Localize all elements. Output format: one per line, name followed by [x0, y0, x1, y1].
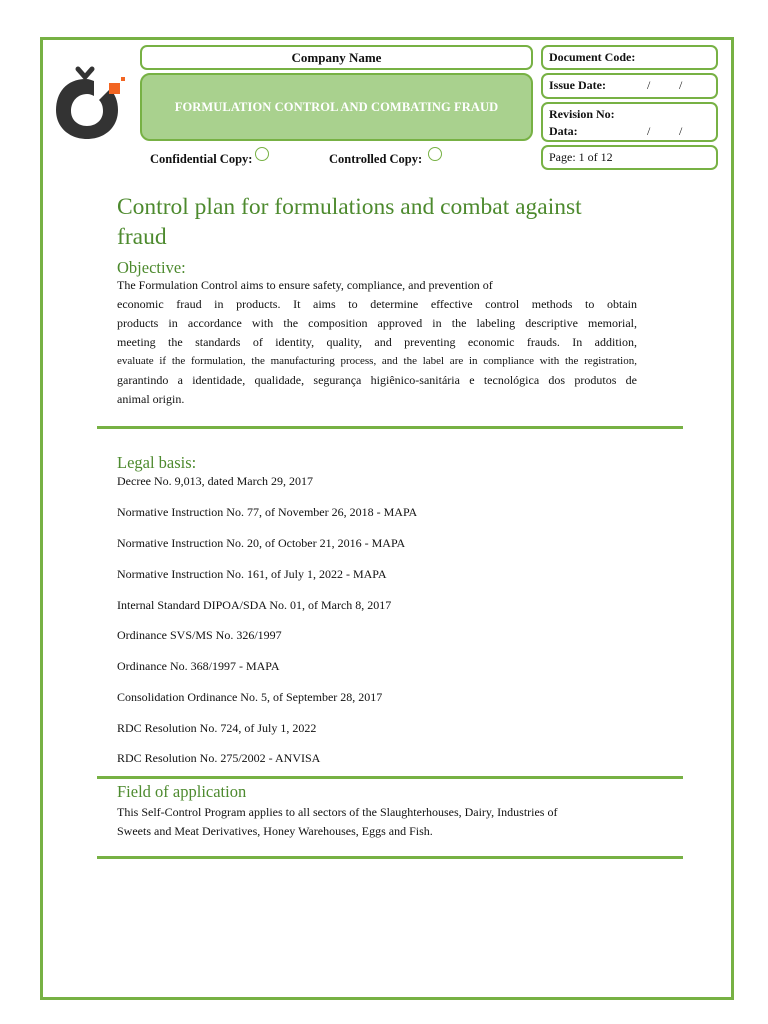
legal-basis-item: RDC Resolution No. 724, of July 1, 2022 — [117, 721, 317, 735]
legal-basis-item: RDC Resolution No. 275/2002 - ANVISA — [117, 751, 321, 765]
objective-heading: Objective: — [117, 258, 186, 277]
document-title-banner-text: FORMULATION CONTROL AND COMBATING FRAUD — [174, 100, 499, 114]
objective-line: products in accordance with the composition approved in the labeling descriptive memorial, — [117, 316, 637, 330]
section-divider — [97, 856, 683, 859]
confidential-copy — [150, 147, 269, 167]
objective-line: garantindo a identidade, qualidade, segurança higiênico-sanitária e tecnológica dos produtos de — [117, 373, 637, 387]
company-name: Company Name — [291, 50, 382, 65]
legal-basis-item: Consolidation Ordinance No. 5, of September 28, 2017 — [117, 690, 383, 704]
issue-date-separator-2: / — [679, 78, 683, 92]
issue-date-separator-1: / — [647, 78, 651, 92]
document-title-banner — [140, 73, 533, 141]
page-number: Page: 1 of 12 — [549, 150, 613, 164]
legal-basis-item: Decree No. 9,013, dated March 29, 2017 — [117, 474, 313, 488]
legal-basis-item: Ordinance SVS/MS No. 326/1997 — [117, 628, 282, 642]
issue-date-box — [541, 73, 718, 99]
confidential-copy-label: Confidential Copy: — [150, 152, 253, 166]
objective-line: evaluate if the formulation, the manufacturing process, and the label are in compliance with the registration, — [117, 355, 637, 367]
objective-line: animal origin. — [117, 392, 185, 406]
legal-basis-item: Normative Instruction No. 77, of November 26, 2018 - MAPA — [117, 505, 418, 519]
section-divider — [97, 426, 683, 429]
confidential-copy-radio[interactable] — [255, 147, 269, 161]
objective-paragraph — [117, 276, 637, 409]
objective-line: meeting the standards of identity, quality, and preventing economic frauds. In addition, — [117, 335, 637, 349]
objective-line: The Formulation Control aims to ensure safety, compliance, and prevention of — [117, 278, 493, 292]
revision-label: Revision No: — [549, 107, 615, 121]
issue-date-label: Issue Date: — [549, 78, 606, 92]
legal-basis-item: Ordinance No. 368/1997 - MAPA — [117, 659, 280, 673]
revision-date-separator-2: / — [679, 124, 683, 138]
controlled-copy-label: Controlled Copy: — [329, 152, 423, 166]
legal-basis-item: Normative Instruction No. 20, of October 21, 2016 - MAPA — [117, 536, 406, 550]
revision-date-separator-1: / — [647, 124, 651, 138]
section-divider — [97, 776, 683, 779]
page-number-box — [541, 145, 718, 170]
revision-box — [541, 102, 718, 142]
field-of-application-heading: Field of application — [117, 782, 247, 801]
field-line: This Self-Control Program applies to all sectors of the Slaughterhouses, Dairy, Industries of — [117, 805, 558, 819]
legal-basis-heading: Legal basis: — [117, 453, 197, 472]
company-name-box — [140, 45, 533, 70]
controlled-copy-radio[interactable] — [428, 147, 442, 161]
legal-basis-item: Internal Standard DIPOA/SDA No. 01, of March 8, 2017 — [117, 598, 392, 612]
field-of-application-paragraph — [117, 803, 637, 841]
objective-line: economic fraud in products. It aims to determine effective control methods to obtain — [117, 297, 637, 311]
document-code-label: Document Code: — [549, 50, 636, 64]
revision-date-label: Data: — [549, 124, 578, 138]
controlled-copy — [329, 147, 442, 167]
revision-date-row — [549, 123, 716, 140]
document-code-box — [541, 45, 718, 70]
field-line: Sweets and Meat Derivatives, Honey Warehouses, Eggs and Fish. — [117, 824, 433, 838]
company-logo-icon — [52, 63, 128, 143]
page-title: Control plan for formulations and combat against fraud — [117, 194, 582, 250]
legal-basis-item: Normative Instruction No. 161, of July 1, 2022 - MAPA — [117, 567, 387, 581]
